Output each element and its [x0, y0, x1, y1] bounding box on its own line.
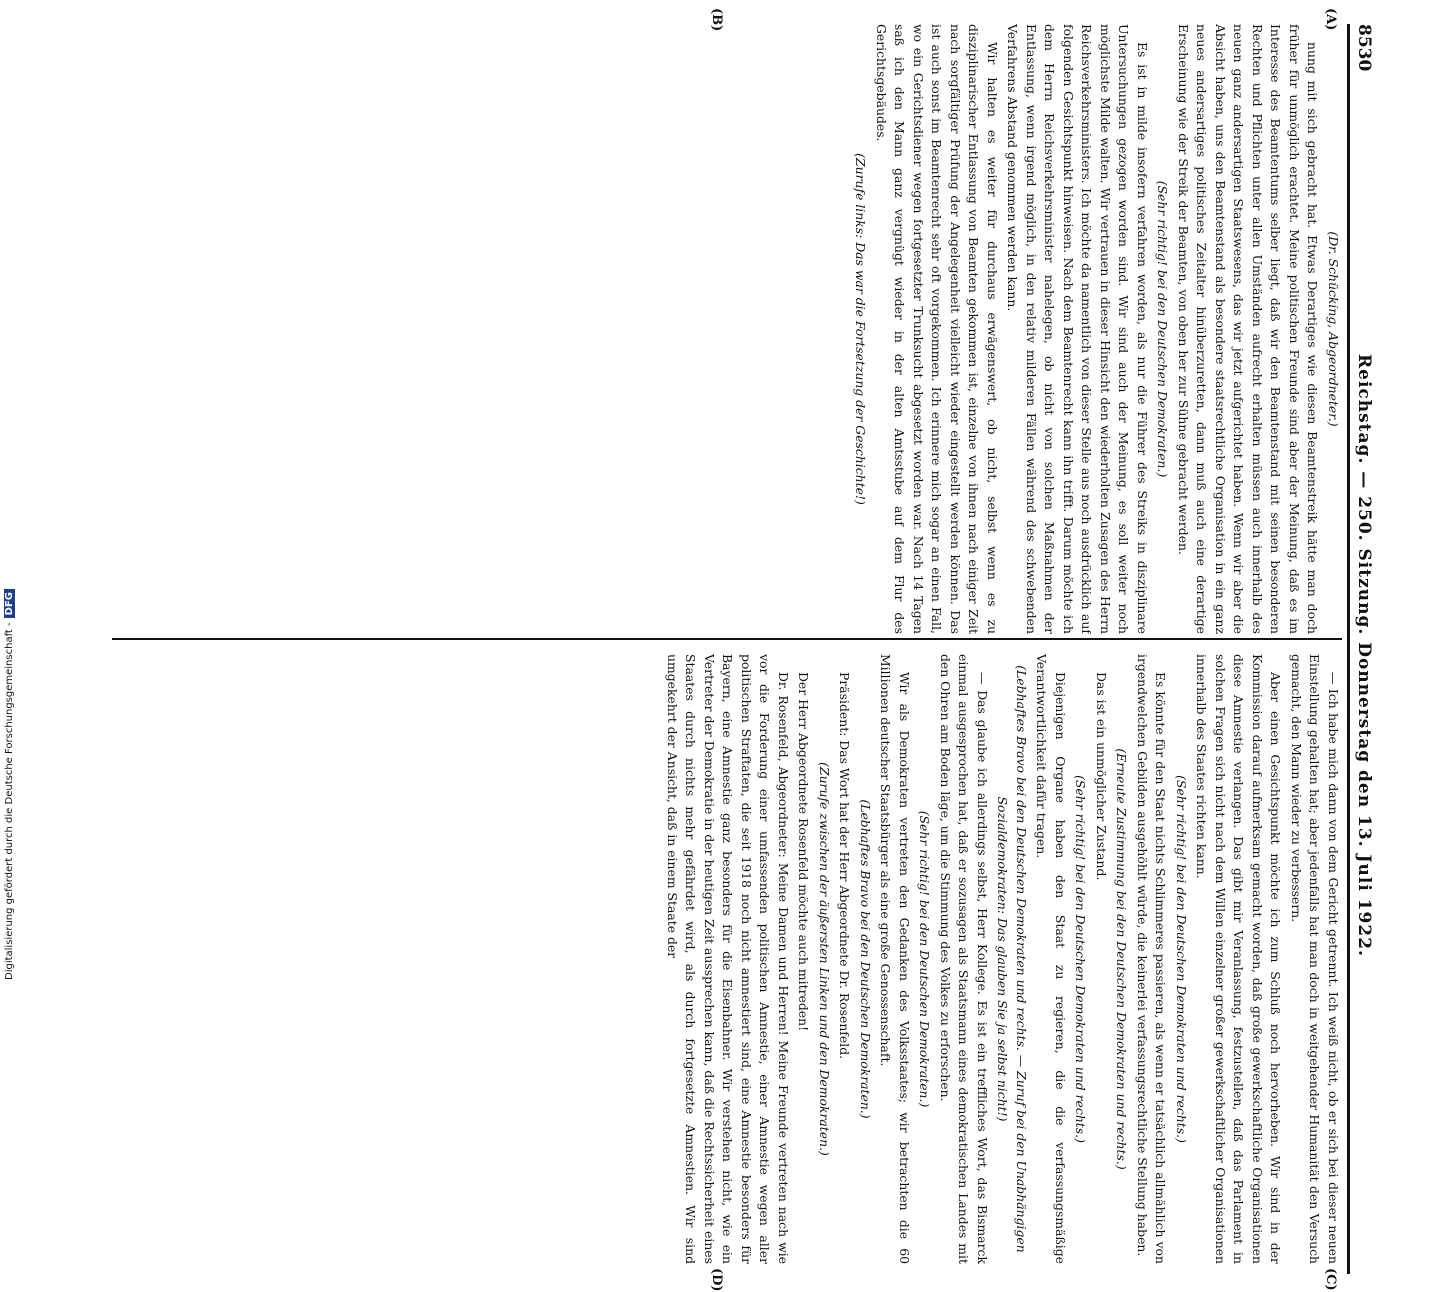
column-divider: [112, 638, 1342, 640]
interjection-paragraph: (Sehr richtig! bei den Deutschen Demokraten.): [917, 810, 933, 1108]
speech-paragraph: Aber einen Gesichtspunkt möchte ich zum Schluß noch hervorheben. Wir sind in der Kommission darauf aufmerksam gemacht worden, daß große gewerkschaftliche Organisationen diese Amnestie verlangen. Das gibt mir Veranlassung, festzustellen, daß das Parlament in solchen Fragen sich nicht nach dem Willen einzelner großer gewerkschaftlicher Organisationen innerhalb des Staates richten kann.: [1194, 654, 1284, 1264]
speech-paragraph: Wir als Demokraten vertreten den Gedanken des Volksstaates; wir betrachten die 60 Millionen deutscher Staatsbürger als eine große Genossenschaft.: [878, 654, 912, 1264]
left-text-column: [112, 24, 1342, 634]
right-text-column: [112, 654, 1342, 1264]
speech-paragraph: — Ich habe mich dann von dem Gericht getrennt. Ich weiß nicht, ob er sich bei dieser neuen Einstellung gehalten hat; aber jedenfalls hat man doch in weitgehender Humanität den Versuch gemacht, den Mann wieder zu verbessern.: [1289, 654, 1341, 1264]
interjection-paragraph: (Erneute Zustimmung bei den Deutschen Demokraten und rechts.): [1114, 748, 1130, 1170]
interjection-paragraph: (Sehr richtig! bei den Deutschen Demokraten und rechts.): [1174, 775, 1189, 1143]
page-number: 8530: [1354, 24, 1374, 72]
interjection-paragraph: (Sehr richtig! bei den Deutschen Demokraten.): [1155, 180, 1171, 478]
speech-paragraph: Der Herr Abgeordnete Rosenfeld möchte auch mitreden!: [796, 672, 812, 1032]
page-title: Reichstag. — 250. Sitzung. Donnerstag den 13. Juli 1922.: [1354, 354, 1374, 957]
speech-paragraph: Wir halten es weiter für durchaus erwägenswert, ob nicht, selbst wenn es zu disziplinarischer Entlassung von Beamten gekommen ist, einzelne von ihnen nach einiger Zeit nach sorgfältiger Prüfung der Angelegenheit vielleicht wieder eingestellt werden können. Das ist auch sonst im Beamtenrecht sehr oft vorgekommen. Ich erinnere mich sogar an einen Fall, wo ein Gerichtsdiener wegen fortgesetzter Trunksucht abgesetzt worden war. Nach 14 Tagen saß ich den Mann ganz vergnügt wieder in der alten Amtsstube auf dem Flur des Gerichtsgebäudes.: [874, 24, 1000, 634]
credit-text: Digitalisierung gefördert durch die Deutsche Forschungsgemeinschaft -: [4, 622, 15, 980]
speech-paragraph: nung mit sich gebracht hat. Etwas Derartiges wie diesen Beamtenstreik hätte man doch früher für unmöglich erachtet. Meine politischen Freunde sind aber der Meinung, daß es im Interesse des Beamtentums selber liegt, daß wir den Beamtenstand mit seinen besonderen Rechten und Pflichten unter allen Umständen aufrecht erhalten müssen auch innerhalb des neuen ganz andersartigen Staatswesens, das wir jetzt aufgerichtet haben. Wenn wir aber die Absicht haben, uns den Beamtenstand als besondere staatsrechtliche Organisation in ein ganz neues andersartiges politisches Zeitalter hinüberzuretten, dann muß auch eine derartige Erscheinung wie der Streik der Beamten, von oben her zur Sühne gebracht werden.: [1176, 24, 1321, 634]
interjection-paragraph: (Zurufe zwischen der äußersten Linken und den Demokraten.): [817, 762, 832, 1156]
dfg-logo: DFG: [4, 589, 15, 618]
margin-marker-d: (D): [709, 1268, 724, 1292]
speech-paragraph: Das ist ein unmöglicher Zustand.: [1094, 672, 1109, 881]
speech-paragraph: Es ist in milde insofern verfahren worden, als nur die Führer des Streiks in disziplinare Untersuchungen gezogen worden sind. Wir sind auch der Meinung, es soll weiter noch möglichste Milde walten. Wir vertrauen in dieser Hinsicht den wiederholten Zusagen des Herrn Reichsverkehrsministers. Ich möchte da namentlich von dieser Stelle aus noch ausdrücklich auf folgenden Gesichtspunkt hinweisen. Nach dem Beamtenrecht kann ihn trifft. Darum möchte ich dem Herrn Reichsverkehrsminister nahelegen, ob nicht von solchen Maßnahmen der Entlassung, wenn irgend möglich, in den relativ milderen Fällen während des schwebenden Verfahrens Abstand genommen werden kann.: [1005, 24, 1150, 634]
speech-paragraph: Diejenigen Organe haben den Staat zu regieren, die die verfassungsmäßige Verantwortlichkeit dafür tragen.: [1034, 654, 1068, 1264]
speech-paragraph: Dr. Rosenfeld, Abgeordneter: Meine Damen und Herren! Meine Freunde vertreten nach wie vor die Forderung einer umfassenden politischen Amnestie, einer Amnestie wegen aller politischen Straftaten, die seit 1918 noch nicht amnestiert sind, eine Amnestie besonders für Bayern, eine Amnestie ganz besonders für die Eisenbahner. Wir verstehen nicht, wie ein Vertreter der Demokratie in der heutigen Zeit aussprechen kann, daß die Rechtssicherheit eines Staates durch nichts mehr gefährdet wird, als durch fortgesetzte Amnestien. Wir sind umgekehrt der Ansicht, daß in einem Staate der: [665, 654, 791, 1264]
margin-marker-c: (C): [1323, 1268, 1338, 1291]
header-rule: [1347, 24, 1350, 1274]
interjection-paragraph: (Lebhaftes Bravo bei den Deutschen Demokraten und rechts. — Zuruf bei den Unabhängigen Sozialdemokraten: Das glauben Sie ja selbst nicht!): [995, 665, 1029, 1253]
speech-paragraph: — Das glaube ich allerdings selbst, Herr Kollege. Es ist ein treffliches Wort, das Bismarck einmal ausgesprochen hat, daß er sozusagen als Staatsmann eines demokratischen Landes mit den Ohren am Boden läge, um die Stimmung des Volkes zu erforschen.: [938, 654, 990, 1264]
speech-paragraph: Präsident: Das Wort hat der Herr Abgeordnete Dr. Rosenfeld.: [837, 672, 853, 1060]
page-header: [1348, 24, 1376, 1264]
rotated-newspaper-page: [94, 6, 1384, 1292]
interjection-paragraph: (Lebhaftes Bravo bei den Deutschen Demokraten.): [858, 799, 873, 1119]
interjection-paragraph: (Sehr richtig! bei den Deutschen Demokraten und rechts.): [1073, 775, 1089, 1143]
margin-marker-b: (B): [709, 8, 724, 32]
speech-paragraph: Es könnte für den Staat nichts Schlimmeres passieren, als wenn er tatsächlich allmählich von irgendwelchen Gebilden ausgehöhlt würde, die keinerlei verfassungsrechtliche Stellung haben.: [1135, 654, 1169, 1264]
interjection-paragraph: (Zurufe links: Das war die Fortsetzung der Geschichte!): [853, 153, 869, 505]
interjection-paragraph: (Dr. Schücking, Abgeordneter.): [1326, 231, 1341, 427]
digitization-credit: [4, 0, 15, 980]
margin-marker-a: (A): [1323, 8, 1338, 31]
